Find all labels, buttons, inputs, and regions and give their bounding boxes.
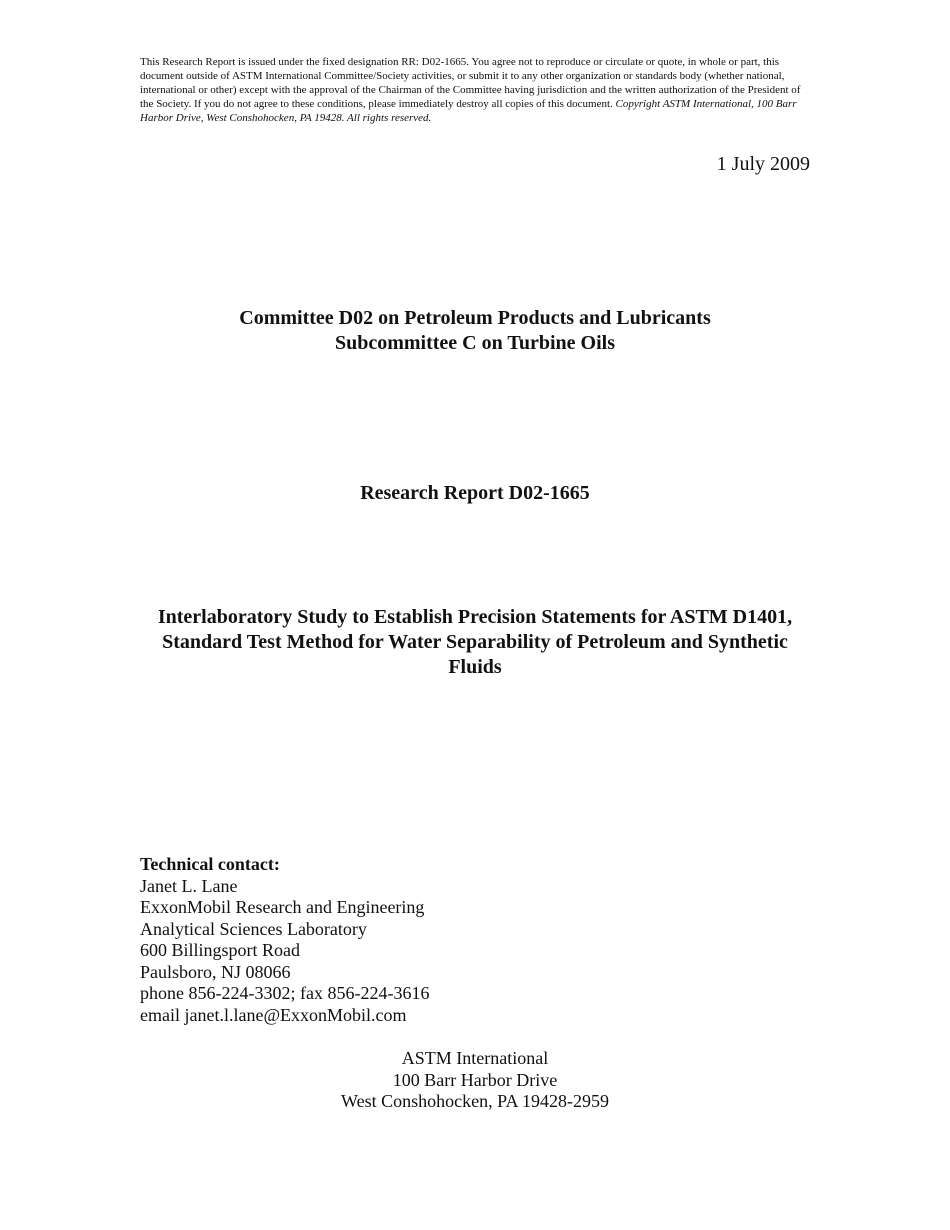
astm-street: 100 Barr Harbor Drive xyxy=(392,1069,558,1090)
subcommittee-name: Subcommittee C on Turbine Oils xyxy=(334,332,616,354)
astm-address xyxy=(140,1048,810,1113)
contact-department: Analytical Sciences Laboratory xyxy=(140,918,367,939)
astm-name: ASTM International xyxy=(401,1048,549,1068)
contact-city: Paulsboro, NJ 08066 xyxy=(140,961,291,982)
astm-city: West Conshohocken, PA 19428-2959 xyxy=(341,1091,609,1111)
report-number: Research Report D02-1665 xyxy=(360,482,590,504)
copyright-notice xyxy=(140,55,812,125)
contact-label: Technical contact: xyxy=(140,854,280,874)
contact-street: 600 Billingsport Road xyxy=(140,940,301,960)
report-date: 1 July 2009 xyxy=(716,153,810,175)
contact-name: Janet L. Lane xyxy=(140,875,238,896)
contact-organization: ExxonMobil Research and Engineering xyxy=(140,897,425,917)
committee-name: Committee D02 on Petroleum Products and Lubricants xyxy=(239,307,711,329)
technical-contact xyxy=(140,854,429,1026)
notice-copyright: Copyright ASTM International, 100 Barr Harbor Drive, West Conshohocken, PA 19428. All rights reserved. xyxy=(140,98,797,124)
notice-text: This Research Report is issued under the fixed designation RR: D02-1665. You agree not to reproduce or circulate or quote, in whole or part, this document outside of ASTM International Committee/Society activities, or submit it to any other organization or standards body (whether national, international or other) except with the approval of the Chairman of the Committee having jurisdiction and the written authorization of the President of the Society. If you do not agree to these conditions, please immediately destroy all copies of this document. xyxy=(140,56,801,110)
contact-phone-fax: phone 856-224-3302; fax 856-224-3616 xyxy=(140,983,430,1003)
contact-email: email janet.l.lane@ExxonMobil.com xyxy=(140,1004,407,1025)
report-title: Interlaboratory Study to Establish Precision Statements for ASTM D1401, Standard Test Method for Water Separability of Petroleum and Synthetic Fluids xyxy=(157,606,793,678)
committee-heading xyxy=(140,306,810,356)
